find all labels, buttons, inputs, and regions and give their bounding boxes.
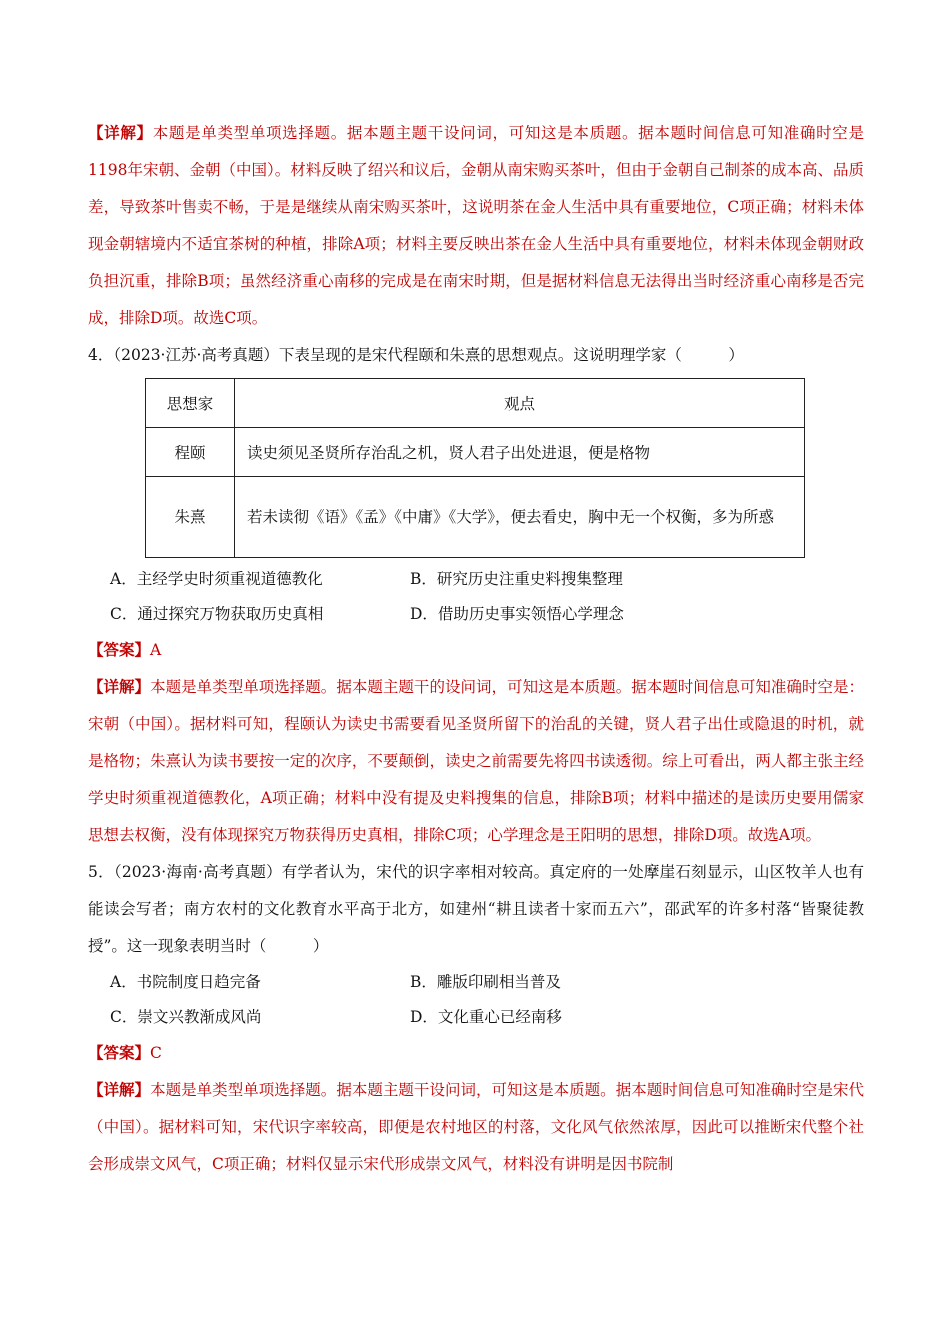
document-page	[88, 114, 864, 1183]
detail-paragraph-q5	[88, 1071, 864, 1183]
thinker-views-table	[145, 378, 805, 558]
option-b: B．雕版印刷相当普及	[410, 973, 561, 991]
detail-tag: 【详解】	[88, 677, 151, 696]
detail-tag: 【详解】	[88, 123, 153, 142]
table-cell-name: 程颐	[146, 428, 235, 477]
option-d: D．文化重心已经南移	[410, 1008, 562, 1026]
table-row	[146, 428, 805, 477]
table-header-row	[146, 379, 805, 428]
table-cell-view: 读史须见圣贤所存治乱之机，贤人君子出处进退，便是格物	[235, 428, 805, 477]
option-c: C．崇文兴教渐成风尚	[110, 1008, 262, 1026]
option-c: C．通过探究万物获取历史真相	[110, 605, 324, 623]
table-cell-view: 若未读彻《语》《孟》《中庸》《大学》，便去看史，胸中无一个权衡，多为所惑	[235, 477, 805, 558]
detail-text: 本题是单类型单项选择题。据本题主题干设问词，可知这是本质题。据本题时间信息可知准确时空是宋代（中国）。据材料可知，宋代识字率较高，即便是农村地区的村落，文化风气依然浓厚，因此可以推断宋代整个社会形成崇文风气，C项正确；材料仅显示宋代形成崇文风气，材料没有讲明是因书院制	[88, 1081, 864, 1173]
question-4-answer	[88, 632, 864, 668]
detail-tag: 【详解】	[88, 1080, 151, 1099]
answer-tag: 【答案】	[88, 1043, 151, 1062]
detail-paragraph-q4	[88, 668, 864, 854]
detail-text: 本题是单类型单项选择题。据本题主题干的设问词，可知这是本质题。据本题时间信息可知准确时空是：宋朝（中国）。据材料可知，程颐认为读史书需要看见圣贤所留下的治乱的关键，贤人君子出仕或隐退的时机，就是格物；朱熹认为读书要按一定的次序，不要颠倒，读史之前需要先将四书读透彻。综上可看出，两人都主张主经学史时须重视道德教化，A项正确；材料中没有提及史料搜集的信息，排除B项；材料中描述的是读历史要用儒家思想去权衡，没有体现探究万物获得历史真相，排除C项；心学理念是王阳明的思想，排除D项。故选A项。	[88, 678, 864, 844]
answer-value: A	[150, 641, 162, 659]
question-5-options	[110, 965, 864, 1035]
option-b: B．研究历史注重史料搜集整理	[410, 570, 623, 588]
question-5-stem: 5．（2023·海南·高考真题）有学者认为，宋代的识字率相对较高。真定府的一处摩崖石刻显示，山区牧羊人也有能读会写者；南方农村的文化教育水平高于北方，如建州“耕且读者十家而五六”，邵武军的许多村落“皆聚徒教授”。这一现象表明当时（ ）	[88, 863, 864, 955]
detail-paragraph-q3	[88, 114, 864, 337]
table-header-view: 观点	[235, 379, 805, 428]
question-4-options	[110, 562, 864, 632]
question-4-stem: 4．（2023·江苏·高考真题）下表呈现的是宋代程颐和朱熹的思想观点。这说明理学家（ ）	[88, 346, 744, 364]
answer-tag: 【答案】	[88, 640, 151, 659]
detail-text: 本题是单类型单项选择题。据本题主题干设问词，可知这是本质题。据本题时间信息可知准确时空是1198年宋朝、金朝（中国）。材料反映了绍兴和议后，金朝从南宋购买茶叶，但由于金朝自己制茶的成本高、品质差，导致茶叶售卖不畅，于是是继续从南宋购买茶叶，这说明茶在金人生活中具有重要地位，C项正确；材料未体现金朝辖境内不适宜茶树的种植，排除A项；材料主要反映出茶在金人生活中具有重要地位，材料未体现金朝财政负担沉重，排除B项；虽然经济重心南移的完成是在南宋时期，但是据材料信息无法得出当时经济重心南移是否完成，排除D项。故选C项。	[88, 124, 864, 327]
option-d: D．借助历史事实领悟心学理念	[410, 605, 624, 623]
table-header-thinker: 思想家	[146, 379, 235, 428]
answer-value: C	[150, 1044, 162, 1062]
option-a: A．主经学史时须重视道德教化	[110, 570, 323, 588]
option-a: A．书院制度日趋完备	[110, 973, 261, 991]
table-row	[146, 477, 805, 558]
table-cell-name: 朱熹	[146, 477, 235, 558]
question-5-answer	[88, 1035, 864, 1071]
